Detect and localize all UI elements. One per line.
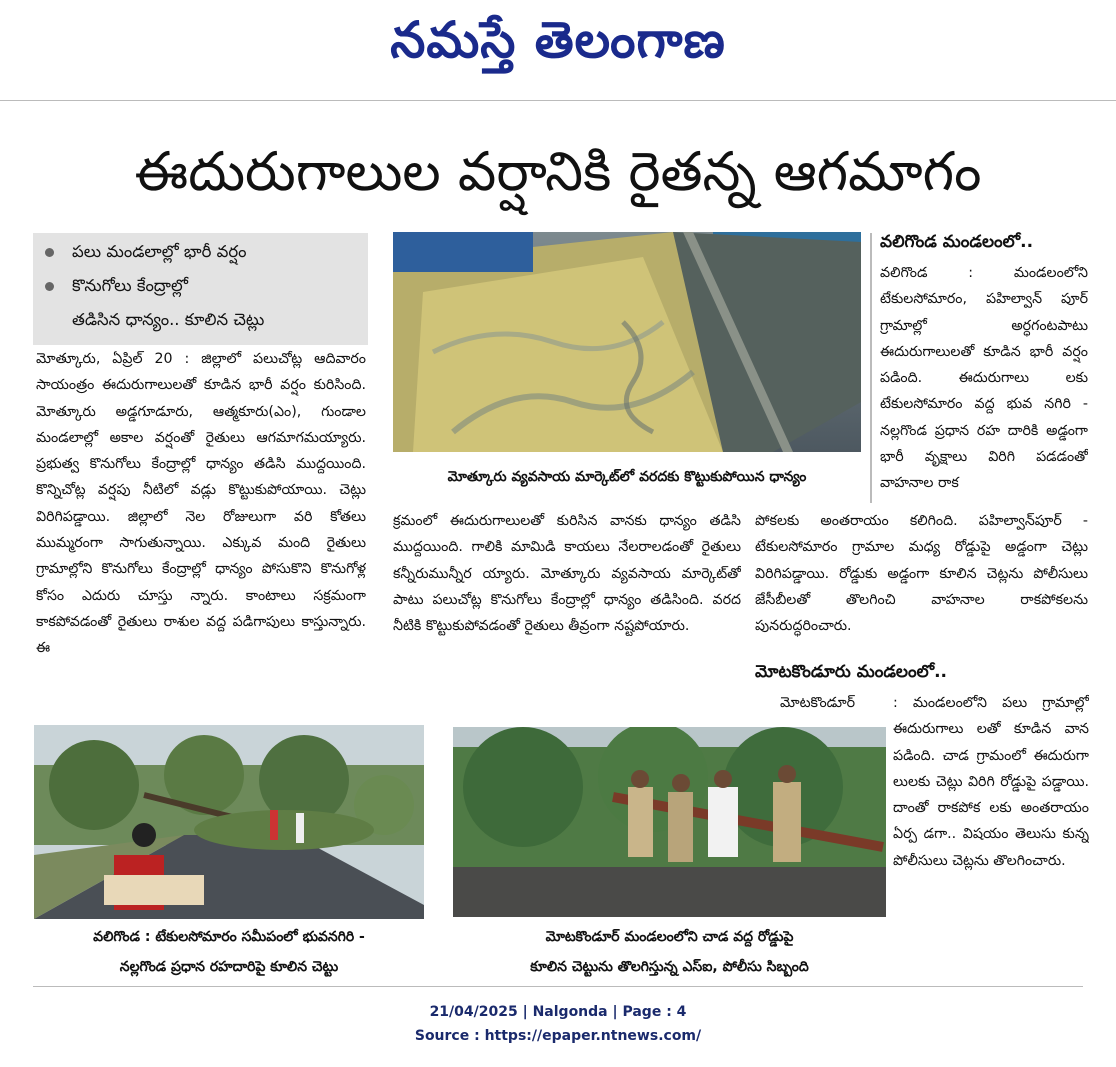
photo3-caption-line-1: మోటకొండూర్ మండలంలోని చాడ వద్ద రోడ్డుపై xyxy=(545,929,794,945)
photo2-caption-line-2: నల్లగొండ ప్రధాన రహదారిపై కూలిన చెట్టు xyxy=(119,959,339,975)
newspaper-masthead: నమస్తే తెలంగాణ xyxy=(390,11,726,69)
motakondur-text: : మండలంలోని పలు గ్రామాల్లో ఈదురుగాలు లతో కూడిన వాన పడింది. చాడ గ్రామంలో ఈదురుగా లులకు చెట్లు విరిగి రోడ్డుపై పడ్డాయి. దాంతో రాకపోక లకు అంతరాయం ఏర్ప డగా.. విషయం తెలుసు కున్న పోలీసులు చెట్లను తొలగించారు. xyxy=(893,695,1089,869)
column-divider xyxy=(870,233,872,503)
valigonda-text-continued: పోకలకు అంతరాయం కలిగింది. పహిల్వాన్‌పూర్ - టేకులసోమారం గ్రామాల మధ్య రోడ్డుపై అడ్డంగా చెట్లు విరిగిపడ్డాయి. రోడ్డుకు అడ్డంగా కూలిన చెట్లను పోలీసులు జేసీబీలతో తొలగించి వాహనాల రాకపోకలను పునరుద్ధరించారు. xyxy=(755,513,1088,635)
police-tree-image xyxy=(453,727,886,917)
body-text-2: క్రమంలో ఈదురుగాలులతో కురిసిన వానకు ధాన్యం తడిసి ముద్దయింది. గాలికి మామిడి కాయలు నేలరాలడంతో రైతులు కన్నీరుమున్నీర య్యారు. మోత్కూరు వ్యవసాయ మార్కెట్‌తో పాటు పలుచోట్ల కొనుగోలు కేంద్రాల్లో ధాన్యం తడిసింది. వరద నీటికి కొట్టుకుపోవడంతో రైతులు తీవ్రంగా నష్టపోయారు. xyxy=(393,513,741,635)
footer-date-edition: 21/04/2025 | Nalgonda | Page : 4 xyxy=(429,1004,687,1020)
photo2-caption xyxy=(34,922,424,982)
bullet-icon xyxy=(45,282,54,291)
valigonda-text: వలిగొండ : మండలంలోని టేకులసోమారం, పహిల్వాన్ పూర్ గ్రామాల్లో అర్ధగంటపాటు ఈదురుగాలులతో కూడిన భారీ వర్షం పడింది. ఈదురుగాలు లకు టేకులసోమారం వద్ద భువ నగిరి - నల్లగొండ ప్రధాన రహ దారికి అడ్డంగా భారీ వృక్షాలు విరిగి పడడంతో వాహనాల రాక xyxy=(880,265,1088,492)
body-text-1: మోత్కూరు, ఏప్రిల్ 20 : జిల్లాలో పలుచోట్ల ఆదివారం సాయంత్రం ఈదురుగాలులతో కూడిన భారీ వర్షం కురిసింది. మోత్కూరు అడ్డగూడూరు, ఆత్మకూరు(ఎం), గుండాల మండలాల్లో అకాల వర్షంతో రైతులు ఆగమాగమయ్యారు. ప్రభుత్వ కొనుగోలు కేంద్రాల్లో ధాన్యం తడిసి ముద్దయింది. కొన్నిచోట్ల వర్షపు నీటిలో వడ్లు కొట్టుకుపోయాయి. చెట్లు విరిగిపడ్డాయి. జిల్లాలో నెల రోజులుగా వరి కోతలు ముమ్మరంగా సాగుతున్నాయి. ఎక్కువ మంది రైతులు గ్రామాల్లోని కొనుగోలు కేంద్రాల్లో ధాన్యం పోసుకొని కొనుగోళ్ల కోసం ఎదురు చూస్తు న్నారు. కాంటాలు సక్రమంగా కాకపోవడంతో రైతులు రాశుల వద్ద పడిగాపులు కాస్తున్నారు. ఈ xyxy=(36,351,366,657)
masthead-divider xyxy=(0,100,1116,101)
bullet-icon xyxy=(45,248,54,257)
photo2-caption-line-1: వలిగొండ : టేకులసోమారం సమీపంలో భువనగిరి - xyxy=(93,929,365,945)
highlights-box xyxy=(33,233,368,345)
photo-police-removing-tree xyxy=(453,727,886,917)
footer-source-link[interactable]: Source : https://epaper.ntnews.com/ xyxy=(414,1028,702,1044)
photo1-caption: మోత్కూరు వ్యవసాయ మార్కెట్‌లో వరదకు కొట్టుకుపోయిన ధాన్యం xyxy=(447,469,807,485)
article-headline: ఈదురుగాలుల వర్షానికి రైతన్న ఆగమాగం xyxy=(134,140,982,203)
photo3-caption xyxy=(453,922,886,982)
valigonda-subhead: వలిగొండ మండలంలో.. xyxy=(880,232,1034,252)
highlight-item: పలు మండలాల్లో భారీ వర్షం xyxy=(45,241,247,263)
page-bottom-rule xyxy=(33,986,1083,987)
article-body-column-1 xyxy=(36,346,366,716)
photo-market-grain xyxy=(393,232,861,452)
motakondur-lead: మోటకొండూర్ xyxy=(780,695,856,711)
highlight-item-continued: తడిసిన ధాన్యం.. కూలిన చెట్లు xyxy=(72,310,265,329)
article-body-column-2 xyxy=(393,508,741,703)
highlight-item: కొనుగోలు కేంద్రాల్లో xyxy=(45,275,188,297)
market-grain-image xyxy=(393,232,861,452)
photo-fallen-tree-highway xyxy=(34,725,424,919)
photo3-caption-line-2: కూలిన చెట్టును తొలగిస్తున్న ఎస్ఐ, పోలీసు సిబ్బంది xyxy=(530,959,809,975)
fallen-tree-image xyxy=(34,725,424,919)
motakondur-subhead: మోటకొండూరు మండలంలో.. xyxy=(755,662,947,682)
